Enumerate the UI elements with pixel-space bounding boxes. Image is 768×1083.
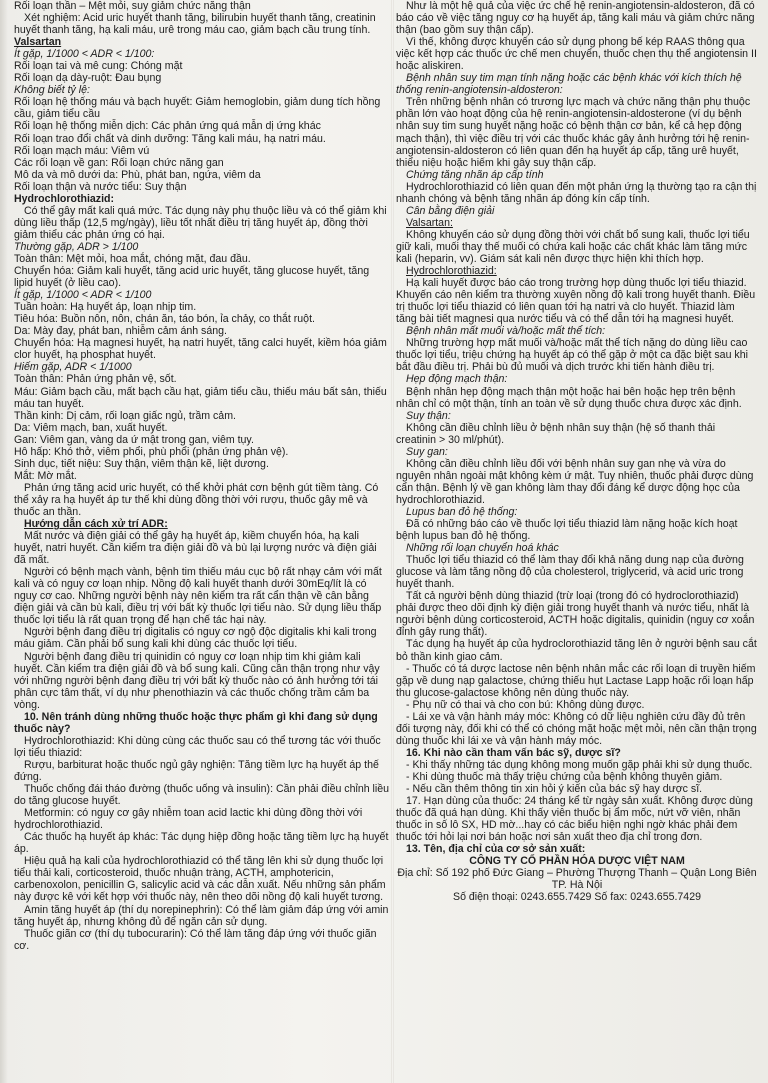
right-column <box>396 0 758 1083</box>
right-paragraph: Hẹp động mạch thận: <box>406 373 508 386</box>
left-paragraph: Da: Viêm mạch, ban, xuất huyết. <box>14 421 168 434</box>
left-paragraph: Rối loạn tai và mê cung: Chóng mặt <box>14 60 183 73</box>
left-paragraph: Các thuốc hạ huyết áp khác: Tác dụng hiệp đồng hoặc tăng tiềm lực hạ huyết áp. <box>14 831 389 856</box>
right-paragraph: - Khi dùng thuốc mà thấy triệu chứng của bệnh không thuyên giảm. <box>406 771 723 783</box>
left-paragraph: Thường gặp, ADR > 1/100 <box>14 240 139 253</box>
left-paragraph: Ít gặp, 1/1000 < ADR < 1/100: <box>14 48 155 61</box>
right-paragraph: 17. Hạn dùng của thuốc: 24 tháng kể từ ngày sản xuất. Không được dùng thuốc đã quá hạn dùng. Khi thấy viên thuốc bị ẩm mốc, nứt vỡ viên, nhãn thuốc in số lô SX, HD mờ...hay có các biểu hiện nghi ngờ khác phải đem thuốc tới hỏi lại nơi bán hoặc nơi sản xuất theo địa chỉ trong đơn. <box>396 795 753 844</box>
left-paragraph: Thuốc chống đái tháo đường (thuốc uống và insulin): Cần phải điều chỉnh liều do tăng glucose huyết. <box>14 783 390 808</box>
right-paragraph: - Thuốc có tá dược lactose nên bệnh nhân mắc các rối loạn di truyền hiếm gặp về dung nạp galactose, chứng thiếu hụt Lactase Lapp hoặc rối loạn hấp thu glucose-galactose không nên dùng thuốc này. <box>396 662 756 699</box>
right-paragraph: Hydrochlorothiazid có liên quan đến một phản ứng lạ thường tạo ra cận thị nhanh chóng và bệnh tăng nhãn áp đóng kín cấp tính. <box>396 180 757 205</box>
right-paragraph: Suy gan: <box>406 445 448 458</box>
right-paragraph: Số điện thoại: 0243.655.7429 Số fax: 0243.655.7429 <box>453 891 701 904</box>
right-paragraph: Chứng tăng nhãn áp cấp tính <box>406 168 544 181</box>
right-paragraph: Trên những bệnh nhân có trương lực mạch và chức năng thận phụ thuộc phần lớn vào hoạt động của hệ renin-angiotensin-aldosterone (ví dụ bệnh nhân suy tim sung huyết nặng hoặc có bệnh thận cơ bản, kể cả hẹp động mạch thận), thì việc điều trị với các thuốc khác gây ảnh hưởng tới hệ renin-angiotensin-aldosteron có liên quan đến hạ huyết áp cấp, tăng urê huyết, thiểu niệu hoặc hiếm khi gây suy thận cấp. <box>396 96 751 169</box>
left-paragraph: Phản ứng tăng acid uric huyết, có thể khởi phát cơn bệnh gút tiềm tàng. Có thể xảy ra hạ huyết áp tư thế khi dùng đồng thời với rượu, thuốc gây mê và thuốc an thần. <box>14 481 379 518</box>
right-paragraph: Đã có những báo cáo về thuốc lợi tiểu thiazid làm nặng hoặc kích hoạt bệnh lupus ban đỏ hệ thống. <box>396 518 738 543</box>
right-paragraph: Những trường hợp mất muối và/hoặc mất thể tích nặng do dùng liều cao thuốc lợi tiểu, triệu chứng hạ huyết áp có thể gặp ở một ca đặc biệt sau khi bắt đầu điều trị. Phải bù đủ muối và dịch trước khi tiến hành điều trị. <box>396 337 748 374</box>
right-paragraph: 16. Khi nào cần tham vấn bác sỹ, dược sĩ? <box>406 746 621 759</box>
right-paragraph: Hạ kali huyết được báo cáo trong trường hợp dùng thuốc lợi tiểu thiazid. Khuyến cáo nên kiểm tra thường xuyên nồng độ kali trong huyết thanh. Điều trị thuốc lợi tiểu thiazid có liên quan tới hạ natri và clo huyết. Thiazid làm tăng bài tiết magnesi qua nước tiểu và có thể dẫn tới hạ magnesi huyết. <box>396 277 756 326</box>
left-paragraph: Hô hấp: Khó thở, viêm phổi, phù phổi (phản ứng phản vệ). <box>14 445 289 458</box>
right-paragraph: - Phụ nữ có thai và cho con bú: Không dùng được. <box>406 698 645 711</box>
right-paragraph: Bệnh nhân suy tim mạn tính nặng hoặc các bệnh khác với kích thích hệ thống renin-angiotensin-aldosteron: <box>396 72 742 97</box>
left-paragraph: Tiêu hóa: Buồn nôn, nôn, chán ăn, táo bón, ỉa chảy, co thắt ruột. <box>14 313 315 326</box>
left-paragraph: Rối loạn thận và nước tiểu: Suy thận <box>14 180 187 193</box>
left-paragraph: Người bệnh đang điều trị digitalis có nguy cơ ngộ độc digitalis khi kali trong máu giảm. Cần phải bổ sung kali khi dùng các thuốc lợi tiểu. <box>14 626 377 651</box>
left-paragraph: Hydrochlorothiazid: <box>14 192 115 205</box>
right-paragraph: Những rối loạn chuyển hoá khác <box>406 542 559 555</box>
page-edge-shadow <box>0 0 8 1083</box>
right-paragraph: Vì thế, không được khuyến cáo sử dụng phong bế kép RAAS thông qua việc kết hợp các thuốc ức chế men chuyển, thuốc chẹn thụ thể angiotensin II hoặc aliskiren. <box>396 36 757 73</box>
left-paragraph: Người bệnh đang điều trị quinidin có nguy cơ loạn nhịp tim khi giảm kali huyết. Cần kiểm tra điện giải đồ và bổ sung kali. Cũng cần thận trọng như vậy với những người bệnh đang điều trị với bất kỳ thuốc nào có ảnh hưởng tới tái phân cực tâm thất, ví dụ như phenothiazin và các thuốc chống trầm cảm ba vòng. <box>14 650 380 711</box>
left-paragraph: Rối loạn hệ thống máu và bạch huyết: Giảm hemoglobin, giảm dung tích hồng cầu, giảm tiểu cầu <box>14 96 381 121</box>
left-paragraph: Valsartan <box>14 36 62 49</box>
left-paragraph: Hiếm gặp, ADR < 1/1000 <box>14 361 132 374</box>
right-paragraph: Valsartan: <box>406 216 453 229</box>
left-paragraph: Rối loạn thần – Mệt mỏi, suy giảm chức năng thận <box>14 0 251 12</box>
right-paragraph: - Khi thấy những tác dụng không mong muốn gặp phải khi sử dụng thuốc. <box>406 758 753 771</box>
left-paragraph: Hydrochlorothiazid: Khi dùng cùng các thuốc sau có thể tương tác với thuốc lợi tiểu thiazid: <box>14 734 381 759</box>
left-paragraph: Hướng dẫn cách xử trí ADR: <box>24 518 168 531</box>
left-paragraph: Thần kinh: Dị cảm, rối loạn giấc ngủ, trầm cảm. <box>14 409 236 422</box>
left-paragraph: Sinh dục, tiết niệu: Suy thận, viêm thận kẽ, liệt dương. <box>14 457 269 470</box>
left-paragraph: Chuyển hóa: Hạ magnesi huyết, hạ natri huyết, tăng calci huyết, kiềm hóa giảm clor huyết, hạ phosphat huyết. <box>14 337 387 362</box>
left-paragraph: Gan: Viêm gan, vàng da ứ mật trong gan, viêm tụy. <box>14 433 254 446</box>
left-paragraph: Amin tăng huyết áp (thí dụ norepinephrin): Có thể làm giảm đáp ứng với amin tăng huyết áp, nhưng không đủ để ngăn cản sử dụng. <box>14 903 389 928</box>
right-paragraph: Suy thận: <box>406 409 451 422</box>
left-paragraph: Chuyển hóa: Giảm kali huyết, tăng acid uric huyết, tăng glucose huyết, tăng lipid huyết (ở liều cao). <box>14 265 370 290</box>
left-paragraph: Hiệu quả hạ kali của hydrochlorothiazid có thể tăng lên khi sử dụng thuốc lợi tiểu thải kali, corticosteroid, thuốc nhuận tràng, ACTH, amphotericin, carbenoxolon, penicillin G, salicylic acid và các dẫn xuất. Nếu những sản phẩm này được kê với kết hợp với thuốc này, nên theo dõi nồng độ kali huyết tương. <box>14 855 386 904</box>
left-paragraph: Toàn thân: Phản ứng phản vệ, sốt. <box>14 373 177 386</box>
right-paragraph: Tác dụng hạ huyết áp của hydroclorothiazid tăng lên ở người bệnh sau cắt bỏ thần kinh giao cảm. <box>396 638 757 663</box>
left-paragraph: Rượu, barbiturat hoặc thuốc ngủ gây nghiện: Tăng tiềm lực hạ huyết áp thế đứng. <box>14 758 379 783</box>
right-paragraph: Không cần điều chỉnh liều ở bệnh nhân suy thận (hệ số thanh thải creatinin > 30 ml/phút). <box>396 421 716 446</box>
right-paragraph: - Lái xe và vận hành máy móc: Không có dữ liệu nghiên cứu đầy đủ trên đối tượng này, đối khi có thể có chóng mặt hoặc mệt mỏi, nên cần thận trọng dùng thuốc khi lái xe và vận hành máy móc. <box>396 710 757 747</box>
left-paragraph: Toàn thân: Mệt mỏi, hoa mắt, chóng mặt, đau đầu. <box>14 252 251 265</box>
right-paragraph: Bệnh nhân hẹp động mạch thận một hoặc hai bên hoặc hẹp trên bệnh nhân chỉ có một thận, tính an toàn về sử dụng thuốc chưa được xác định. <box>396 385 742 410</box>
left-paragraph: Thuốc giãn cơ (thí dụ tubocurarin): Có thể làm tăng đáp ứng với thuốc giãn cơ. <box>14 927 377 952</box>
right-paragraph: Tất cả người bệnh dùng thiazid (trừ loại (trong đó có hydroclorothiazid) phải được theo dõi định kỳ điện giải trong huyết thanh và nước tiểu, nhất là người bệnh dùng corticosteroid, ACTH hoặc digitalis, quinidin (nguy cơ xoắn đỉnh gây rung thất). <box>396 590 755 639</box>
right-paragraph: CÔNG TY CỔ PHẦN HÓA DƯỢC VIỆT NAM <box>469 855 685 868</box>
left-paragraph: Các rối loạn về gan: Rối loạn chức năng gan <box>14 156 224 169</box>
right-paragraph: Cân bằng điện giải <box>406 204 495 217</box>
left-paragraph: 10. Nên tránh dùng những thuốc hoặc thực phẩm gì khi đang sử dụng thuốc này? <box>14 710 378 735</box>
left-paragraph: Mất nước và điện giải có thể gây hạ huyết áp, kiềm chuyển hóa, hạ kali huyết, natri huyết. Cần kiểm tra điện giải đồ và bù lại lượng nước và điện giải đã mất. <box>14 530 377 567</box>
left-paragraph: Mắt: Mờ mắt. <box>14 469 77 482</box>
left-paragraph: Da: Mày đay, phát ban, nhiễm cảm ánh sáng. <box>14 325 227 338</box>
right-paragraph: Không cần điều chỉnh liều đối với bệnh nhân suy gan nhẹ và vừa do nguyên nhân ngoài mật không kèm ứ mật. Tuy nhiên, thuốc phải được dùng cẩn thận. Bệnh lý về gan không làm thay đổi đáng kể dược động học của hydrochlorothiazid. <box>396 457 754 506</box>
left-column <box>14 0 390 1083</box>
left-paragraph: Rối loạn dạ dày-ruột: Đau bụng <box>14 72 162 85</box>
left-paragraph: Xét nghiệm: Acid uric huyết thanh tăng, bilirubin huyết thanh tăng, creatinin huyết thanh tăng, hạ kali máu, urê trong máu cao, giảm bạch cầu trung tính. <box>14 12 376 37</box>
right-paragraph: Bệnh nhân mất muối và/hoặc mất thể tích: <box>406 325 606 338</box>
right-paragraph: Thuốc lợi tiểu thiazid có thể làm thay đổi khả năng dung nạp của đường glucose và làm tăng nồng độ của cholesterol, triglycerid, và acid uric trong huyết thanh. <box>396 554 744 591</box>
left-paragraph: Rối loạn mạch máu: Viêm vú <box>14 144 150 157</box>
left-paragraph: Metformin: có nguy cơ gây nhiễm toan acid lactic khi dùng đồng thời với hydrochlorothiazid. <box>14 807 363 832</box>
right-paragraph: Hydrochlorothiazid: <box>406 265 497 278</box>
left-paragraph: Có thể gây mất kali quá mức. Tác dụng này phụ thuộc liều và có thể giảm khi dùng liều thấp (12,5 mg/ngày), liều tốt nhất điều trị tăng huyết áp, đồng thời giảm thiểu các phản ứng có hại. <box>14 204 387 241</box>
left-paragraph: Mô da và mô dưới da: Phù, phát ban, ngứa, viêm da <box>14 168 261 181</box>
right-paragraph: 13. Tên, địa chỉ của cơ sở sản xuất: <box>406 843 586 856</box>
right-paragraph: Lupus ban đỏ hệ thống: <box>406 505 518 518</box>
right-paragraph: Như là một hệ quả của việc ức chế hệ renin-angiotensin-aldosteron, đã có báo cáo về việc tăng nguy cơ hạ huyết áp, tăng kali máu và giảm chức năng thận (bao gồm suy thận cấp). <box>396 0 755 37</box>
right-paragraph: - Nếu cần thêm thông tin xin hỏi ý kiến của bác sỹ hay dược sĩ. <box>406 783 703 796</box>
column-gutter <box>391 0 394 1083</box>
left-paragraph: Không biết tỷ lệ: <box>14 84 90 97</box>
left-paragraph: Máu: Giảm bạch cầu, mất bạch cầu hạt, giảm tiểu cầu, thiếu máu bất sản, thiếu máu tan huyết. <box>14 385 387 410</box>
left-paragraph: Rối loạn hệ thống miễn dịch: Các phản ứng quá mẫn dị ứng khác <box>14 120 321 133</box>
left-paragraph: Rối loạn trao đổi chất và dinh dưỡng: Tăng kali máu, hạ natri máu. <box>14 132 326 145</box>
left-paragraph: Tuần hoàn: Hạ huyết áp, loạn nhịp tim. <box>14 301 197 314</box>
left-paragraph: Người có bệnh mạch vành, bệnh tim thiếu máu cục bộ rất nhạy cảm với mất kali và có nguy cơ loạn nhịp. Nồng độ kali huyết thanh dưới 30mEq/lít là có nguy cơ cao. Những người bệnh này nên kiểm tra rất cẩn thận về cân bằng điện giải và cần bù kali, điều trị với bất kỳ thuốc lợi tiểu nào. Sử dụng liều thấp thuốc lợi tiểu là rất quan trọng để hạn chế tác hại này. <box>14 566 382 627</box>
right-paragraph: Địa chỉ: Số 192 phố Đức Giang – Phường Thượng Thanh – Quận Long Biên TP. Hà Nội <box>397 867 757 892</box>
right-paragraph: Không khuyến cáo sử dụng đồng thời với chất bổ sung kali, thuốc lợi tiểu giữ kali, muối thay thế muối có chứa kali hoặc các chất khác làm tăng mức kali (heparin, vv). Giám sát kali nên được thực hiện khi thích hợp. <box>396 228 750 265</box>
left-paragraph: Ít gặp, 1/1000 < ADR < 1/100 <box>14 289 152 302</box>
